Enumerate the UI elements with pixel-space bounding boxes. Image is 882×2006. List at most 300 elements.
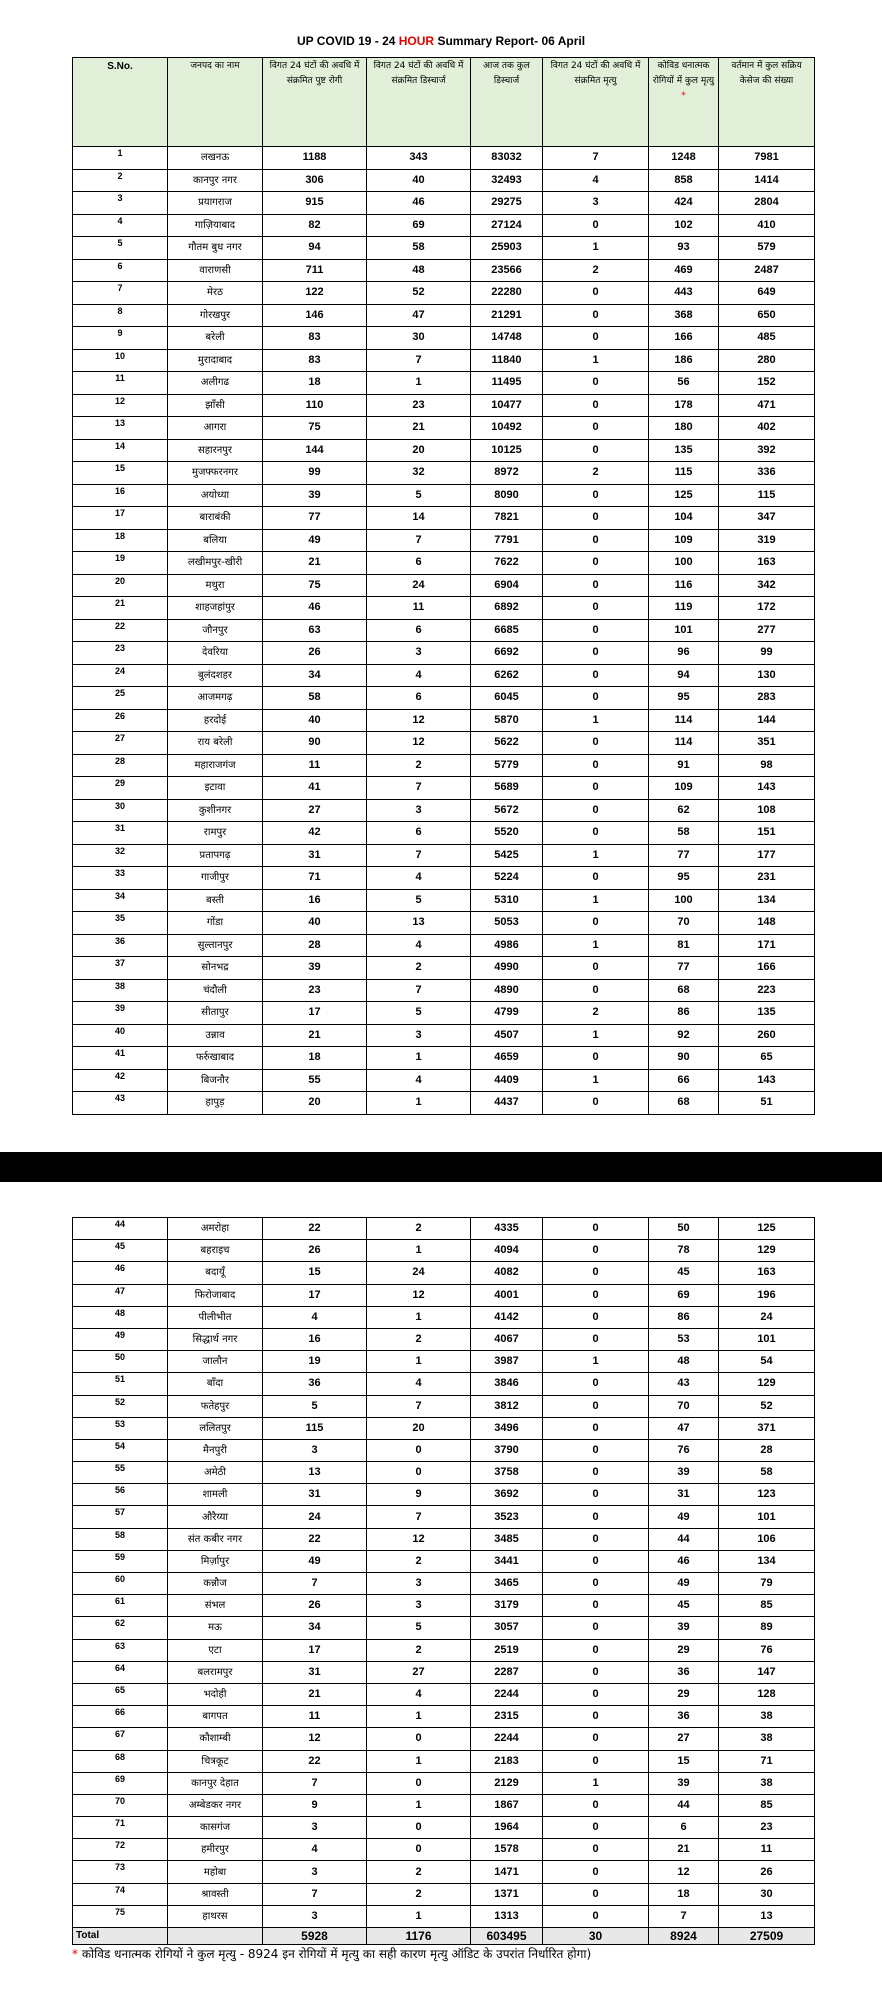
cell-sno: 40 (73, 1024, 168, 1047)
cell-deaths-24h: 0 (543, 1528, 649, 1550)
cell-district: मुरादाबाद (168, 349, 263, 372)
cell-district: कुशीनगर (168, 799, 263, 822)
cell-district: मथुरा (168, 574, 263, 597)
cell-total-deaths: 21 (649, 1839, 719, 1861)
cell-new-positive: 306 (263, 169, 367, 192)
cell-deaths-24h: 7 (543, 147, 649, 170)
cell-total-discharged: 6692 (471, 642, 543, 665)
cell-sno: 41 (73, 1047, 168, 1070)
cell-total-deaths: 6 (649, 1817, 719, 1839)
cell-discharged-24h: 7 (367, 1395, 471, 1417)
cell-deaths-24h: 0 (543, 1817, 649, 1839)
cell-active-cases: 38 (719, 1706, 815, 1728)
cell-new-positive: 23 (263, 979, 367, 1002)
cell-discharged-24h: 2 (367, 1328, 471, 1350)
table-row (73, 1002, 815, 1025)
cell-total-discharged: 4082 (471, 1262, 543, 1284)
table-row (73, 979, 815, 1002)
cell-total-discharged: 5520 (471, 822, 543, 845)
cell-active-cases: 485 (719, 327, 815, 350)
cell-total-discharged: 6892 (471, 597, 543, 620)
cell-total-deaths: 1248 (649, 147, 719, 170)
cell-active-cases: 392 (719, 439, 815, 462)
cell-deaths-24h: 0 (543, 777, 649, 800)
cell-total-deaths: 424 (649, 192, 719, 215)
cell-active-cases: 147 (719, 1661, 815, 1683)
cell-district: प्रतापगढ़ (168, 844, 263, 867)
cell-discharged-24h: 30 (367, 327, 471, 350)
cell-deaths-24h: 0 (543, 1218, 649, 1240)
cell-deaths-24h: 0 (543, 1395, 649, 1417)
cell-district: संभल (168, 1595, 263, 1617)
cell-total-deaths: 56 (649, 372, 719, 395)
cell-total-deaths: 58 (649, 822, 719, 845)
cell-total-discharged: 5779 (471, 754, 543, 777)
cell-total-deaths: 70 (649, 1395, 719, 1417)
cell-discharged-24h: 1 (367, 1306, 471, 1328)
cell-discharged-24h: 24 (367, 574, 471, 597)
cell-total-deaths: 109 (649, 529, 719, 552)
cell-total-deaths: 68 (649, 979, 719, 1002)
cell-deaths-24h: 0 (543, 1373, 649, 1395)
table-row (73, 1573, 815, 1595)
summary-table-part-2 (72, 1217, 815, 1945)
table-row (73, 867, 815, 890)
cell-sno: 36 (73, 934, 168, 957)
cell-district: प्रयागराज (168, 192, 263, 215)
cell-total-discharged: 3441 (471, 1550, 543, 1572)
cell-sno: 35 (73, 912, 168, 935)
cell-deaths-24h: 0 (543, 507, 649, 530)
cell-total-discharged: 4799 (471, 1002, 543, 1025)
cell-sno: 56 (73, 1484, 168, 1506)
cell-deaths-24h: 0 (543, 1639, 649, 1661)
cell-total-discharged: 23566 (471, 259, 543, 282)
total-discharged-24h: 1176 (367, 1928, 471, 1945)
table-row (73, 732, 815, 755)
cell-total-deaths: 96 (649, 642, 719, 665)
cell-new-positive: 63 (263, 619, 367, 642)
table-row (73, 394, 815, 417)
table-row (73, 192, 815, 215)
cell-active-cases: 129 (719, 1240, 815, 1262)
cell-total-deaths: 93 (649, 237, 719, 260)
cell-discharged-24h: 3 (367, 1595, 471, 1617)
cell-active-cases: 51 (719, 1092, 815, 1115)
cell-sno: 25 (73, 687, 168, 710)
cell-deaths-24h: 2 (543, 462, 649, 485)
cell-sno: 3 (73, 192, 168, 215)
cell-sno: 28 (73, 754, 168, 777)
table-row (73, 1817, 815, 1839)
cell-total-deaths: 47 (649, 1417, 719, 1439)
cell-sno: 59 (73, 1550, 168, 1572)
title-highlight: HOUR (398, 34, 435, 48)
cell-deaths-24h: 0 (543, 439, 649, 462)
cell-district: भदोही (168, 1683, 263, 1705)
cell-deaths-24h: 0 (543, 1484, 649, 1506)
cell-sno: 29 (73, 777, 168, 800)
cell-total-discharged: 3485 (471, 1528, 543, 1550)
cell-sno: 52 (73, 1395, 168, 1417)
cell-sno: 7 (73, 282, 168, 305)
cell-total-deaths: 77 (649, 957, 719, 980)
table-row (73, 1839, 815, 1861)
cell-total-discharged: 4990 (471, 957, 543, 980)
cell-new-positive: 27 (263, 799, 367, 822)
cell-sno: 51 (73, 1373, 168, 1395)
cell-discharged-24h: 6 (367, 619, 471, 642)
cell-total-deaths: 368 (649, 304, 719, 327)
cell-district: बिजनौर (168, 1069, 263, 1092)
cell-sno: 4 (73, 214, 168, 237)
cell-total-discharged: 4142 (471, 1306, 543, 1328)
cell-active-cases: 223 (719, 979, 815, 1002)
header-total-discharged: आज तक कुल डिस्चार्ज (471, 58, 543, 147)
cell-active-cases: 52 (719, 1395, 815, 1417)
cell-deaths-24h: 0 (543, 1240, 649, 1262)
cell-new-positive: 115 (263, 1417, 367, 1439)
cell-discharged-24h: 0 (367, 1728, 471, 1750)
cell-new-positive: 17 (263, 1002, 367, 1025)
cell-active-cases: 71 (719, 1750, 815, 1772)
cell-active-cases: 106 (719, 1528, 815, 1550)
cell-sno: 67 (73, 1728, 168, 1750)
cell-discharged-24h: 27 (367, 1661, 471, 1683)
cell-deaths-24h: 0 (543, 979, 649, 1002)
cell-district: महोबा (168, 1861, 263, 1883)
table-row (73, 1750, 815, 1772)
cell-discharged-24h: 3 (367, 799, 471, 822)
cell-new-positive: 11 (263, 1706, 367, 1728)
cell-active-cases: 89 (719, 1617, 815, 1639)
cell-discharged-24h: 7 (367, 777, 471, 800)
cell-new-positive: 42 (263, 822, 367, 845)
cell-new-positive: 4 (263, 1839, 367, 1861)
cell-new-positive: 83 (263, 327, 367, 350)
cell-sno: 20 (73, 574, 168, 597)
table-row (73, 552, 815, 575)
cell-total-discharged: 7821 (471, 507, 543, 530)
cell-district: पीलीभीत (168, 1306, 263, 1328)
cell-discharged-24h: 7 (367, 979, 471, 1002)
cell-sno: 63 (73, 1639, 168, 1661)
footnote-asterisk: * (72, 1947, 78, 1961)
cell-discharged-24h: 1 (367, 1706, 471, 1728)
cell-new-positive: 7 (263, 1772, 367, 1794)
cell-sno: 21 (73, 597, 168, 620)
cell-sno: 54 (73, 1439, 168, 1461)
cell-new-positive: 3 (263, 1439, 367, 1461)
cell-total-deaths: 101 (649, 619, 719, 642)
cell-new-positive: 49 (263, 529, 367, 552)
cell-sno: 58 (73, 1528, 168, 1550)
cell-district: गौतम बुध नगर (168, 237, 263, 260)
cell-district: बलिया (168, 529, 263, 552)
cell-deaths-24h: 0 (543, 394, 649, 417)
cell-discharged-24h: 4 (367, 867, 471, 890)
cell-new-positive: 46 (263, 597, 367, 620)
cell-total-discharged: 3987 (471, 1351, 543, 1373)
cell-sno: 72 (73, 1839, 168, 1861)
cell-deaths-24h: 0 (543, 867, 649, 890)
cell-total-discharged: 4001 (471, 1284, 543, 1306)
header-total-deaths-label: कोविड धनात्मक रोगियों में कुल मृत्यु (652, 61, 715, 86)
cell-total-deaths: 443 (649, 282, 719, 305)
cell-district: अम्बेडकर नगर (168, 1794, 263, 1816)
cell-active-cases: 101 (719, 1506, 815, 1528)
cell-total-deaths: 44 (649, 1794, 719, 1816)
cell-active-cases: 101 (719, 1328, 815, 1350)
cell-deaths-24h: 0 (543, 1839, 649, 1861)
cell-new-positive: 26 (263, 1595, 367, 1617)
cell-district: कानपुर नगर (168, 169, 263, 192)
cell-district: लखीमपुर-खीरी (168, 552, 263, 575)
cell-deaths-24h: 0 (543, 1617, 649, 1639)
cell-active-cases: 277 (719, 619, 815, 642)
cell-new-positive: 22 (263, 1750, 367, 1772)
cell-new-positive: 24 (263, 1506, 367, 1528)
cell-total-discharged: 2315 (471, 1706, 543, 1728)
table-row (73, 957, 815, 980)
cell-discharged-24h: 2 (367, 1550, 471, 1572)
cell-discharged-24h: 12 (367, 732, 471, 755)
table-row (73, 349, 815, 372)
cell-district: मऊ (168, 1617, 263, 1639)
table-row (73, 687, 815, 710)
cell-discharged-24h: 58 (367, 237, 471, 260)
cell-active-cases: 171 (719, 934, 815, 957)
cell-deaths-24h: 0 (543, 1750, 649, 1772)
cell-deaths-24h: 0 (543, 822, 649, 845)
cell-district: बरेली (168, 327, 263, 350)
cell-discharged-24h: 1 (367, 1905, 471, 1927)
cell-active-cases: 38 (719, 1728, 815, 1750)
cell-district: जालौन (168, 1351, 263, 1373)
cell-discharged-24h: 52 (367, 282, 471, 305)
cell-active-cases: 143 (719, 777, 815, 800)
cell-new-positive: 21 (263, 552, 367, 575)
cell-total-deaths: 86 (649, 1306, 719, 1328)
cell-discharged-24h: 5 (367, 889, 471, 912)
cell-deaths-24h: 0 (543, 1661, 649, 1683)
cell-new-positive: 28 (263, 934, 367, 957)
cell-total-discharged: 3523 (471, 1506, 543, 1528)
cell-active-cases: 280 (719, 349, 815, 372)
cell-active-cases: 260 (719, 1024, 815, 1047)
cell-active-cases: 371 (719, 1417, 815, 1439)
cell-discharged-24h: 7 (367, 1506, 471, 1528)
cell-new-positive: 18 (263, 1047, 367, 1070)
cell-new-positive: 94 (263, 237, 367, 260)
cell-active-cases: 24 (719, 1306, 815, 1328)
cell-total-discharged: 1371 (471, 1883, 543, 1905)
cell-district: गाजीपुर (168, 867, 263, 890)
cell-discharged-24h: 20 (367, 1417, 471, 1439)
cell-sno: 47 (73, 1284, 168, 1306)
cell-total-deaths: 31 (649, 1484, 719, 1506)
cell-active-cases: 99 (719, 642, 815, 665)
cell-new-positive: 12 (263, 1728, 367, 1750)
cell-sno: 62 (73, 1617, 168, 1639)
table-row (73, 799, 815, 822)
cell-total-discharged: 4409 (471, 1069, 543, 1092)
cell-sno: 34 (73, 889, 168, 912)
table-row (73, 777, 815, 800)
cell-total-deaths: 70 (649, 912, 719, 935)
table-row (73, 1683, 815, 1705)
cell-district: देवरिया (168, 642, 263, 665)
table-row (73, 304, 815, 327)
cell-district: सोनभद्र (168, 957, 263, 980)
cell-district: वाराणसी (168, 259, 263, 282)
cell-total-discharged: 6685 (471, 619, 543, 642)
cell-sno: 8 (73, 304, 168, 327)
cell-new-positive: 82 (263, 214, 367, 237)
cell-discharged-24h: 2 (367, 1861, 471, 1883)
cell-sno: 22 (73, 619, 168, 642)
table-row (73, 1772, 815, 1794)
cell-total-deaths: 100 (649, 552, 719, 575)
cell-new-positive: 16 (263, 889, 367, 912)
cell-new-positive: 9 (263, 1794, 367, 1816)
cell-total-deaths: 104 (649, 507, 719, 530)
cell-district: सिद्धार्थ नगर (168, 1328, 263, 1350)
cell-sno: 50 (73, 1351, 168, 1373)
cell-new-positive: 31 (263, 1661, 367, 1683)
cell-district: बलरामपुर (168, 1661, 263, 1683)
cell-total-discharged: 5672 (471, 799, 543, 822)
title-suffix: Summary Report- 06 April (434, 34, 586, 48)
cell-total-deaths: 69 (649, 1284, 719, 1306)
cell-active-cases: 85 (719, 1794, 815, 1816)
cell-deaths-24h: 0 (543, 1092, 649, 1115)
cell-total-discharged: 1471 (471, 1861, 543, 1883)
cell-active-cases: 30 (719, 1883, 815, 1905)
cell-discharged-24h: 11 (367, 597, 471, 620)
table-row (73, 1417, 815, 1439)
cell-new-positive: 21 (263, 1683, 367, 1705)
cell-district: श्रावस्ती (168, 1883, 263, 1905)
table-row (73, 709, 815, 732)
cell-discharged-24h: 5 (367, 1617, 471, 1639)
cell-discharged-24h: 3 (367, 1573, 471, 1595)
cell-new-positive: 90 (263, 732, 367, 755)
cell-total-discharged: 5870 (471, 709, 543, 732)
cell-sno: 48 (73, 1306, 168, 1328)
cell-deaths-24h: 0 (543, 304, 649, 327)
total-district (168, 1928, 263, 1945)
table-row (73, 1905, 815, 1927)
cell-total-deaths: 12 (649, 1861, 719, 1883)
table-row (73, 1661, 815, 1683)
cell-new-positive: 7 (263, 1573, 367, 1595)
cell-deaths-24h: 0 (543, 372, 649, 395)
cell-active-cases: 7981 (719, 147, 815, 170)
cell-total-discharged: 4986 (471, 934, 543, 957)
cell-discharged-24h: 6 (367, 552, 471, 575)
cell-district: कन्नौज (168, 1573, 263, 1595)
cell-total-discharged: 1867 (471, 1794, 543, 1816)
cell-district: हमीरपुर (168, 1839, 263, 1861)
cell-district: झाँसी (168, 394, 263, 417)
cell-new-positive: 77 (263, 507, 367, 530)
cell-total-discharged: 2129 (471, 1772, 543, 1794)
cell-district: उन्नाव (168, 1024, 263, 1047)
cell-total-discharged: 3812 (471, 1395, 543, 1417)
cell-new-positive: 122 (263, 282, 367, 305)
cell-total-discharged: 3758 (471, 1462, 543, 1484)
cell-sno: 46 (73, 1262, 168, 1284)
cell-total-deaths: 46 (649, 1550, 719, 1572)
cell-district: मिर्ज़ापुर (168, 1550, 263, 1572)
cell-district: संत कबीर नगर (168, 1528, 263, 1550)
cell-active-cases: 58 (719, 1462, 815, 1484)
cell-deaths-24h: 2 (543, 259, 649, 282)
cell-discharged-24h: 0 (367, 1462, 471, 1484)
cell-new-positive: 110 (263, 394, 367, 417)
cell-discharged-24h: 24 (367, 1262, 471, 1284)
cell-total-deaths: 94 (649, 664, 719, 687)
cell-active-cases: 130 (719, 664, 815, 687)
header-asterisk: * (681, 91, 686, 101)
cell-total-deaths: 15 (649, 1750, 719, 1772)
cell-sno: 39 (73, 1002, 168, 1025)
cell-total-discharged: 29275 (471, 192, 543, 215)
cell-total-deaths: 81 (649, 934, 719, 957)
table-row (73, 1595, 815, 1617)
cell-total-discharged: 8972 (471, 462, 543, 485)
cell-district: रामपुर (168, 822, 263, 845)
cell-sno: 37 (73, 957, 168, 980)
cell-district: मेरठ (168, 282, 263, 305)
cell-discharged-24h: 12 (367, 1284, 471, 1306)
cell-deaths-24h: 0 (543, 597, 649, 620)
cell-total-discharged: 4094 (471, 1240, 543, 1262)
cell-total-deaths: 45 (649, 1595, 719, 1617)
cell-total-discharged: 8090 (471, 484, 543, 507)
cell-active-cases: 108 (719, 799, 815, 822)
cell-sno: 53 (73, 1417, 168, 1439)
cell-total-discharged: 3465 (471, 1573, 543, 1595)
total-deaths-24h: 30 (543, 1928, 649, 1945)
cell-total-discharged: 25903 (471, 237, 543, 260)
page-separator-bar (0, 1152, 882, 1182)
cell-deaths-24h: 3 (543, 192, 649, 215)
cell-new-positive: 3 (263, 1817, 367, 1839)
cell-total-deaths: 166 (649, 327, 719, 350)
cell-sno: 49 (73, 1328, 168, 1350)
cell-active-cases: 134 (719, 889, 815, 912)
total-total-deaths: 8924 (649, 1928, 719, 1945)
cell-deaths-24h: 4 (543, 169, 649, 192)
cell-sno: 6 (73, 259, 168, 282)
cell-district: कासगंज (168, 1817, 263, 1839)
cell-new-positive: 144 (263, 439, 367, 462)
cell-total-deaths: 90 (649, 1047, 719, 1070)
cell-district: शामली (168, 1484, 263, 1506)
table-row (73, 912, 815, 935)
cell-discharged-24h: 48 (367, 259, 471, 282)
table-row (73, 439, 815, 462)
cell-new-positive: 36 (263, 1373, 367, 1395)
header-deaths-24h: विगत 24 घंटों की अवधि में संक्रमित मृत्यु (543, 58, 649, 147)
cell-new-positive: 83 (263, 349, 367, 372)
cell-total-discharged: 1578 (471, 1839, 543, 1861)
total-total-discharged: 603495 (471, 1928, 543, 1945)
table-row (73, 574, 815, 597)
cell-district: चित्रकूट (168, 1750, 263, 1772)
